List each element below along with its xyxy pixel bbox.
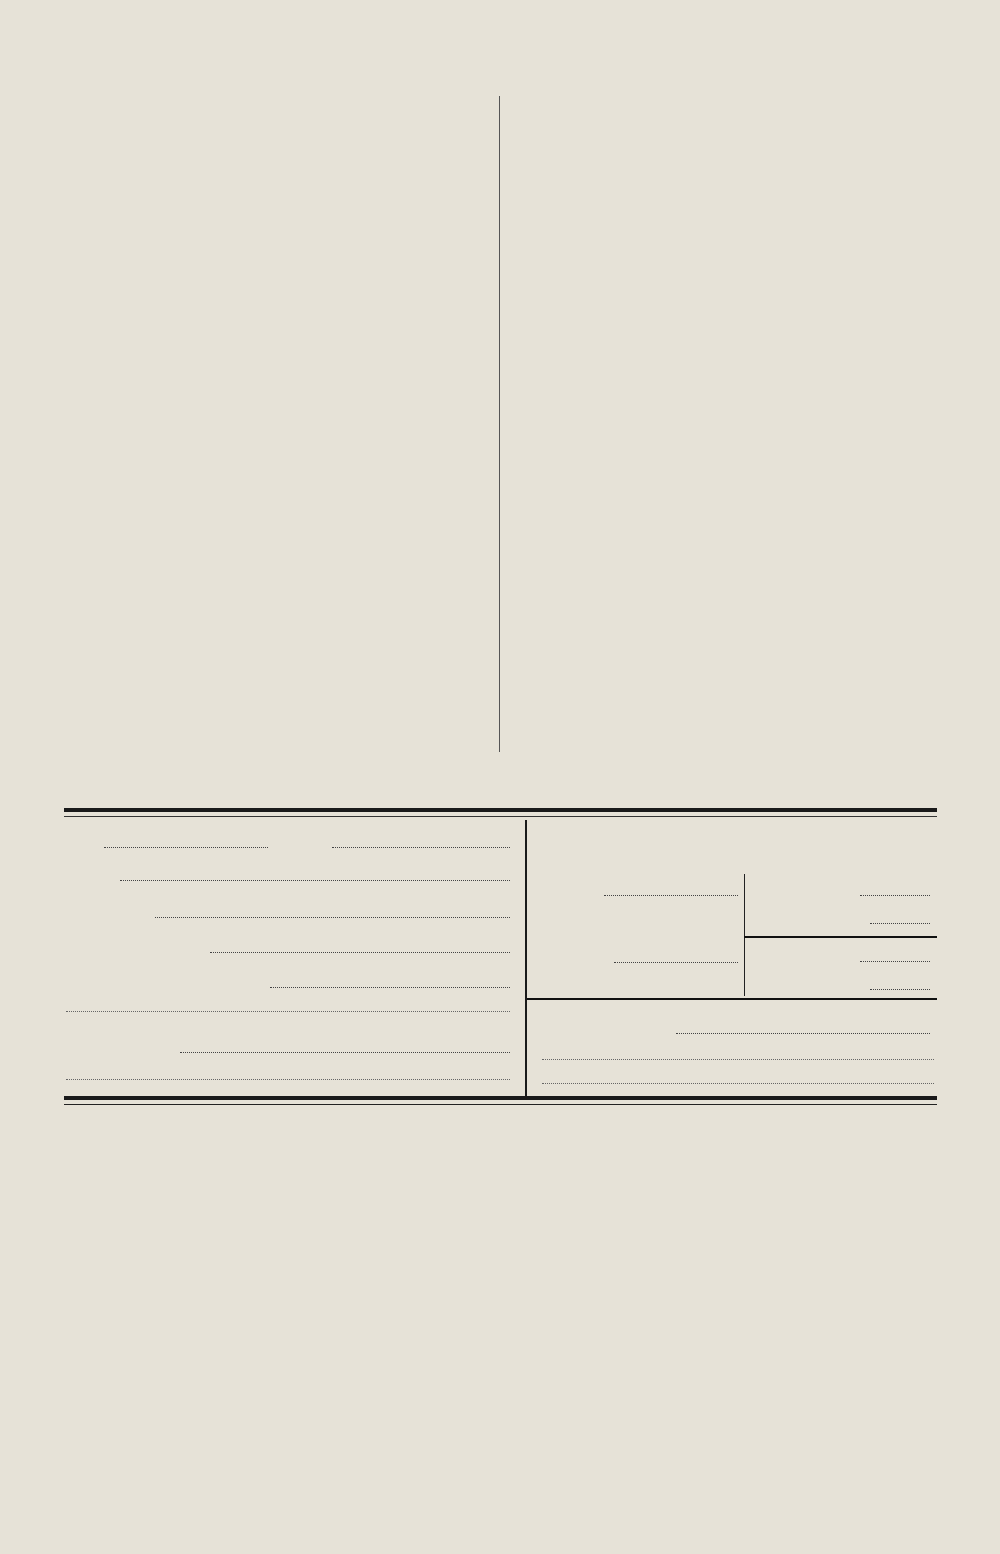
field-line-gezuechtet: [210, 951, 510, 953]
field-line-geboren: [155, 916, 510, 918]
field-line-farbe: [270, 986, 510, 988]
left-text-column: [66, 96, 486, 758]
pedigree-rule: [744, 936, 937, 938]
field-line-bemerkungen-2: [542, 1058, 934, 1060]
field-line-nr: [104, 846, 268, 848]
field-line-grossmutter-2: [870, 988, 930, 990]
field-line-koerperform-2: [66, 1078, 510, 1080]
form-top-thin-rule: [64, 816, 937, 817]
field-line-vater: [604, 894, 738, 896]
field-line-grossvater-1: [860, 894, 930, 896]
field-line-mutter: [614, 961, 738, 963]
pedigree-divider: [744, 874, 745, 996]
column-divider: [499, 96, 500, 752]
abstammung-bottom-rule: [527, 998, 937, 1000]
field-line-name: [120, 879, 510, 881]
form-top-rule: [64, 808, 937, 812]
field-line-grossvater-2: [860, 960, 930, 962]
field-line-rasse: [332, 846, 510, 848]
field-line-farbe-2: [66, 1010, 510, 1012]
right-text-column: [514, 96, 938, 758]
field-line-bemerkungen: [676, 1032, 930, 1034]
table-top-thin-rule: [64, 1104, 937, 1105]
field-line-koerperform: [180, 1051, 510, 1053]
field-line-bemerkungen-3: [542, 1082, 934, 1084]
form-center-divider: [525, 820, 527, 1096]
field-line-grossmutter-1: [870, 922, 930, 924]
table-top-rule: [64, 1096, 937, 1100]
